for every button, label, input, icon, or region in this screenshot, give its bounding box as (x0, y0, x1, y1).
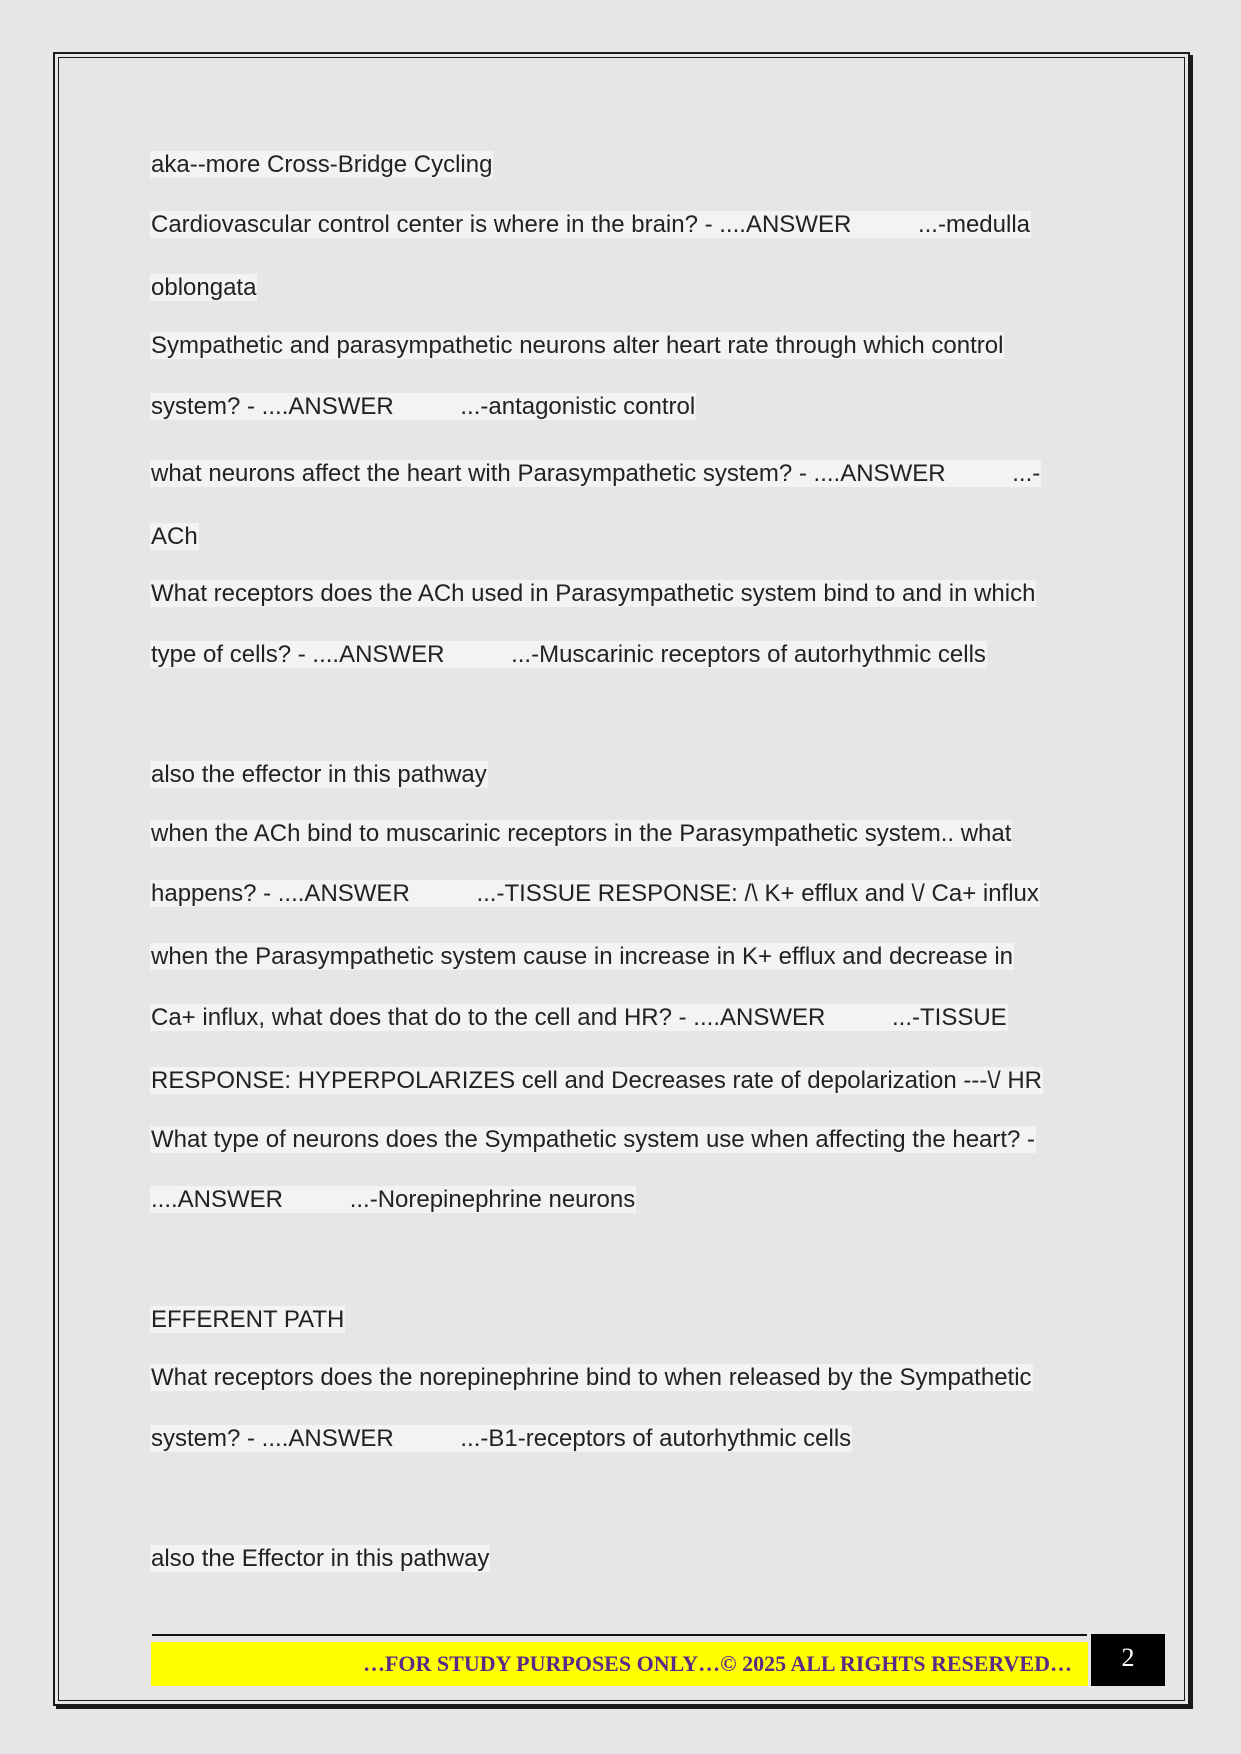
text-line (150, 1362, 1033, 1394)
text-line-content: Cardiovascular control center is where in the brain? - ....ANSWER ...-medulla (151, 211, 1030, 238)
text-line-content: when the Parasympathetic system cause in increase in K+ efflux and decrease in (151, 943, 1014, 970)
text-line (150, 330, 1004, 362)
text-line (150, 759, 488, 791)
text-line (150, 1124, 1036, 1156)
text-line (150, 1543, 490, 1575)
text-line (150, 209, 1031, 241)
text-line-content: ....ANSWER ...-Norepinephrine neurons (151, 1186, 636, 1213)
text-line-content: type of cells? - ....ANSWER ...-Muscarinic receptors of autorhythmic cells (151, 641, 986, 668)
text-line (150, 818, 1012, 850)
text-line-content: when the ACh bind to muscarinic receptors in the Parasympathetic system.. what (151, 820, 1012, 847)
text-line-content: ACh (151, 523, 198, 550)
text-line (150, 1065, 1043, 1097)
text-line-content: aka--more Cross-Bridge Cycling (151, 151, 493, 178)
text-line (150, 1423, 852, 1455)
text-line (150, 149, 493, 181)
text-line (150, 1002, 1008, 1034)
text-line-content: what neurons affect the heart with Parasympathetic system? - ....ANSWER ...- (151, 460, 1041, 487)
text-line-content: also the effector in this pathway (151, 761, 487, 788)
text-line-content: Ca+ influx, what does that do to the cell and HR? - ....ANSWER ...-TISSUE (151, 1004, 1007, 1031)
text-line-content: happens? - ....ANSWER ...-TISSUE RESPONSE: /\ K+ efflux and \/ Ca+ influx (151, 880, 1039, 907)
text-line (150, 272, 257, 304)
page-number: 2 (1091, 1634, 1165, 1686)
text-line (150, 578, 1036, 610)
text-line-content: EFFERENT PATH (151, 1306, 345, 1333)
text-line (150, 391, 696, 423)
text-line (150, 458, 1041, 490)
text-line (150, 639, 987, 671)
text-line-content: What receptors does the norepinephrine bind to when released by the Sympathetic (151, 1364, 1032, 1391)
text-line-content: oblongata (151, 274, 257, 301)
text-line-content: What receptors does the ACh used in Parasympathetic system bind to and in which (151, 580, 1036, 607)
text-line-content: What type of neurons does the Sympathetic system use when affecting the heart? - (151, 1126, 1036, 1153)
section-heading (150, 1304, 345, 1336)
text-line-content: system? - ....ANSWER ...-B1-receptors of autorhythmic cells (151, 1425, 852, 1452)
text-line (150, 521, 199, 553)
text-line-content: also the Effector in this pathway (151, 1545, 490, 1572)
footer-divider (152, 1634, 1087, 1636)
text-line-content: Sympathetic and parasympathetic neurons alter heart rate through which control (151, 332, 1004, 359)
text-line (150, 941, 1014, 973)
text-line (150, 1184, 636, 1216)
text-line-content: system? - ....ANSWER ...-antagonistic control (151, 393, 696, 420)
text-line (150, 878, 1040, 910)
footer-notice: …FOR STUDY PURPOSES ONLY…© 2025 ALL RIGHTS RESERVED… (151, 1642, 1088, 1686)
text-line-content: RESPONSE: HYPERPOLARIZES cell and Decreases rate of depolarization ---\/ HR (151, 1067, 1042, 1094)
